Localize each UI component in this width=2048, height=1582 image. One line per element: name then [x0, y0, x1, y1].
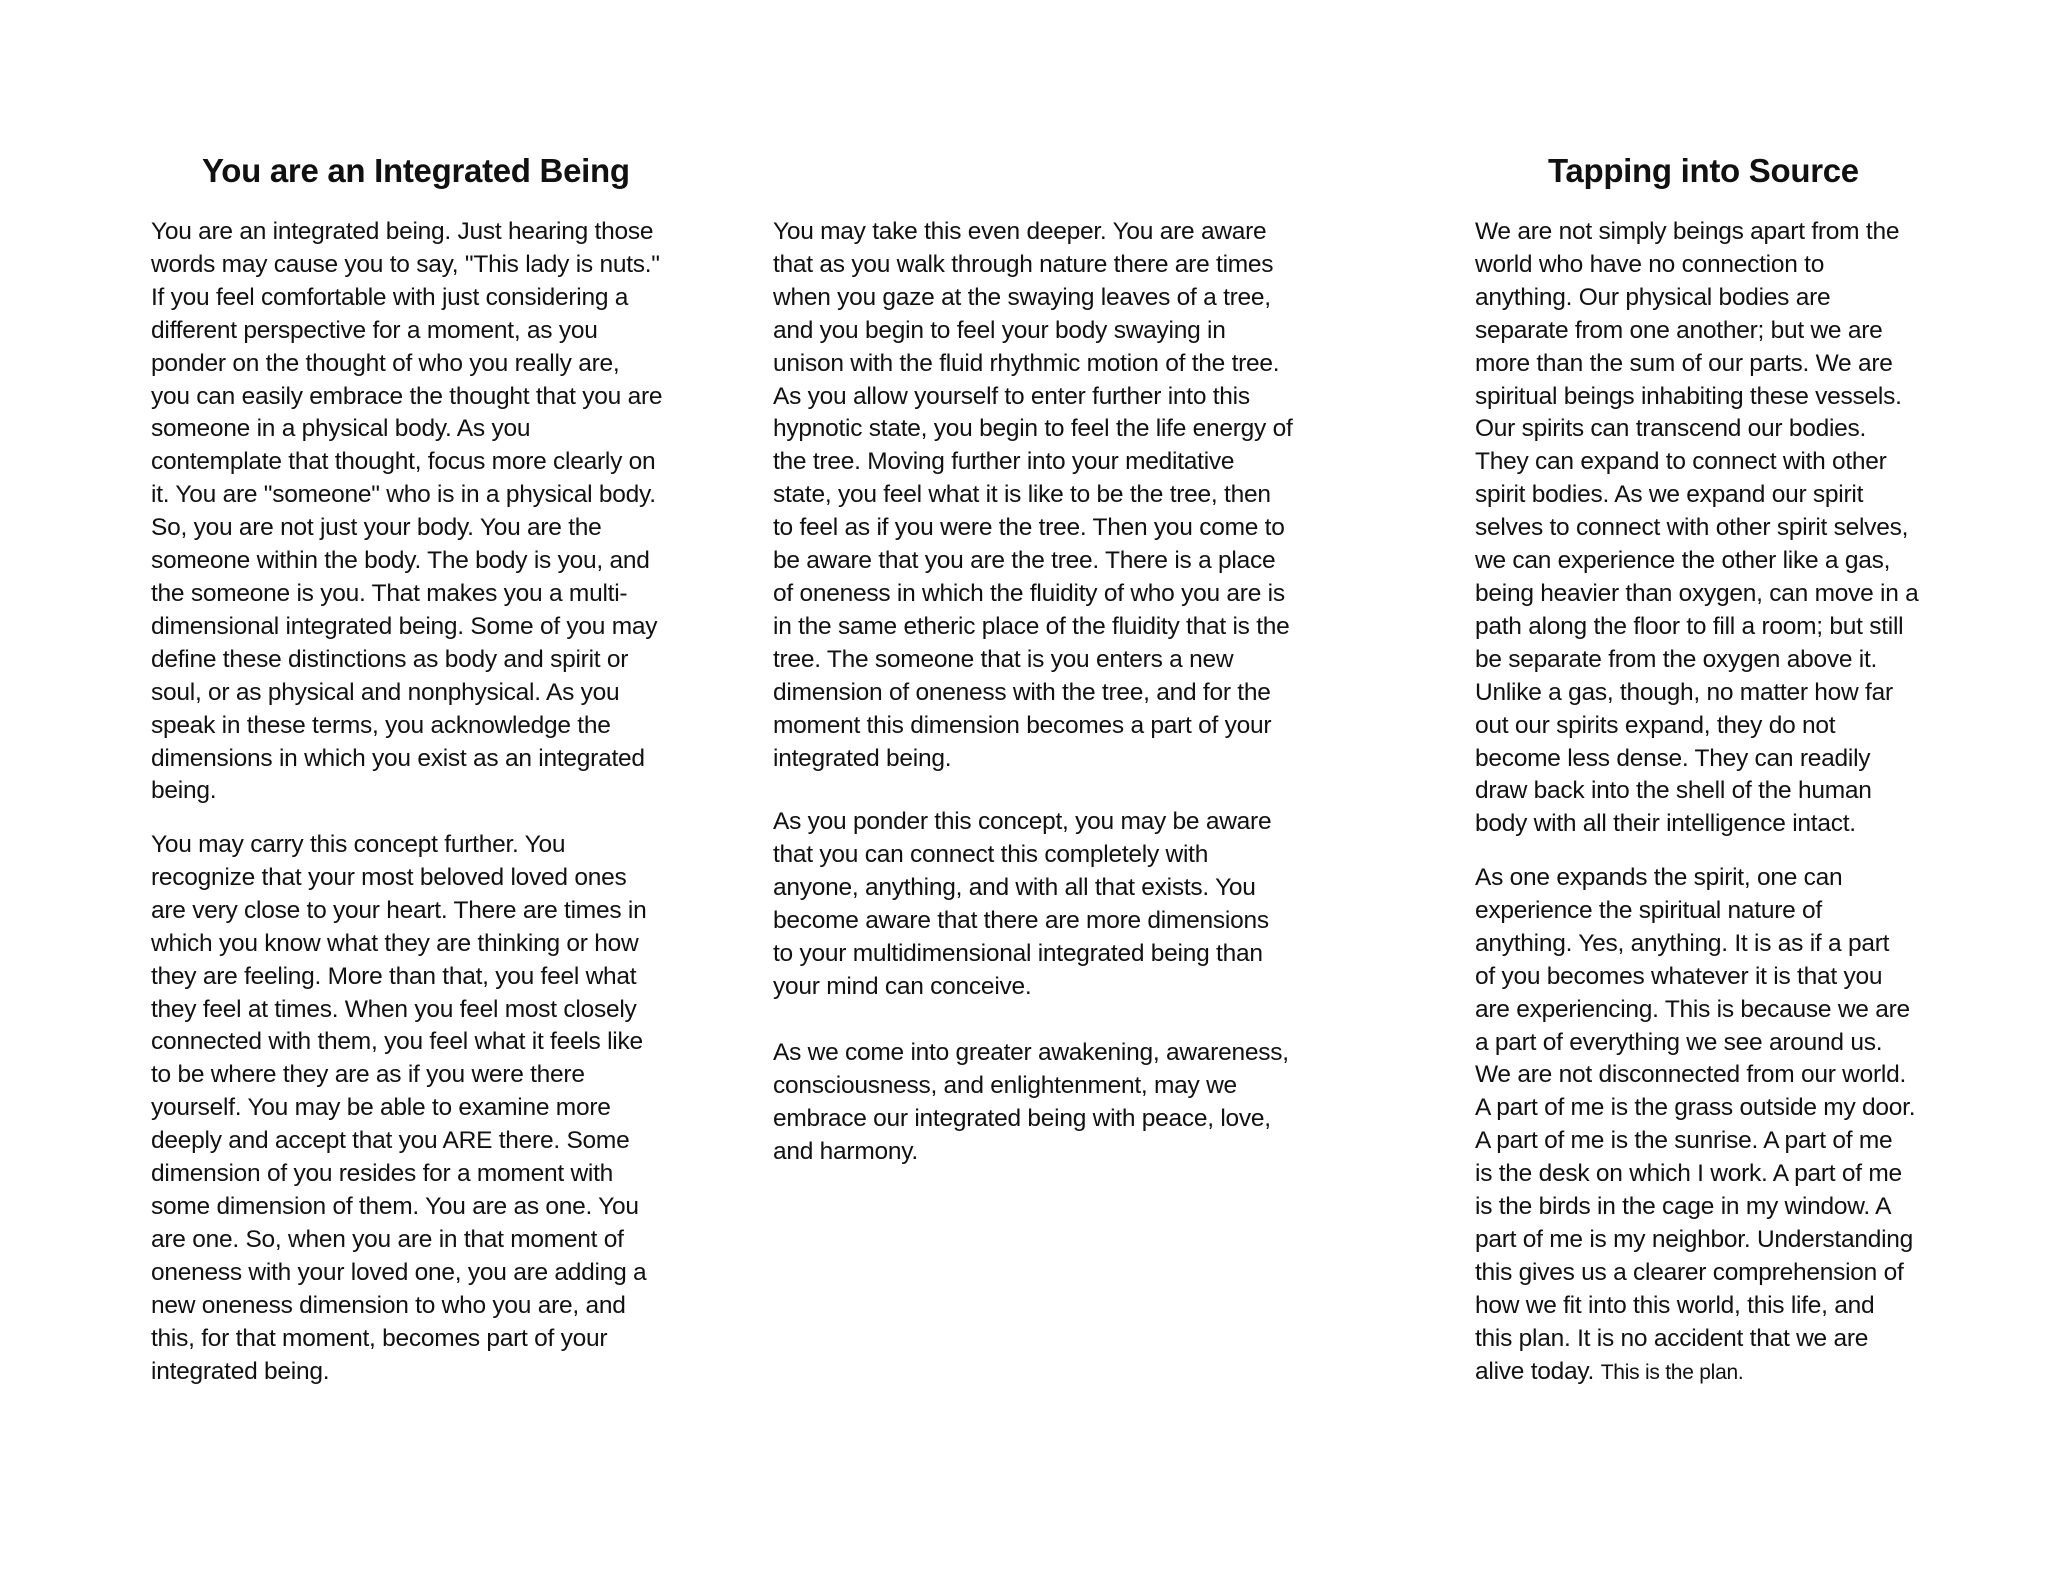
- text-line: deeply and accept that you ARE there. Some: [151, 1127, 630, 1155]
- text-line: be aware that you are the tree. There is a place: [773, 547, 1276, 575]
- text-line: being.: [151, 777, 217, 805]
- text-line: this, for that moment, becomes part of your: [151, 1324, 608, 1352]
- middle-paragraph-2: [773, 806, 1271, 1003]
- middle-paragraph-3: [773, 1037, 1289, 1169]
- text-line: You are an integrated being. Just hearing those: [151, 218, 654, 245]
- text-line: of you becomes whatever it is that you: [1475, 962, 1883, 990]
- text-line: become aware that there are more dimensions: [773, 906, 1269, 934]
- text-line: to be where they are as if you were there: [151, 1061, 585, 1089]
- right-paragraph-2: [1475, 862, 1915, 1390]
- text-line: the someone is you. That makes you a multi-: [151, 579, 628, 607]
- text-line: is the desk on which I work. A part of me: [1475, 1160, 1902, 1188]
- text-line: that you can connect this completely with: [773, 840, 1209, 868]
- text-line: unison with the fluid rhythmic motion of the tree.: [773, 349, 1280, 377]
- text-line: As one expands the spirit, one can: [1475, 864, 1843, 891]
- text-line: You may take this even deeper. You are aware: [773, 218, 1267, 245]
- left-column-title: You are an Integrated Being: [202, 152, 630, 189]
- middle-paragraph-1: [773, 216, 1293, 775]
- right-column-title: Tapping into Source: [1548, 152, 1859, 189]
- text-line: They can expand to connect with other: [1475, 448, 1887, 476]
- text-line: Our spirits can transcend our bodies.: [1475, 415, 1867, 443]
- text-line: to your multidimensional integrated being than: [773, 939, 1263, 967]
- text-line: words may cause you to say, "This lady is nuts.": [151, 250, 660, 278]
- text-line: more than the sum of our parts. We are: [1475, 349, 1893, 377]
- text-line: that as you walk through nature there are times: [773, 250, 1274, 278]
- text-line: out our spirits expand, they do not: [1475, 711, 1836, 739]
- text-line: anyone, anything, and with all that exists. You: [773, 873, 1256, 901]
- final-line-tail: This is the plan.: [1600, 1360, 1744, 1384]
- text-line: they feel at times. When you feel most closely: [151, 995, 637, 1023]
- text-line: you can easily embrace the thought that you are: [151, 382, 663, 410]
- text-line: Unlike a gas, though, no matter how far: [1475, 678, 1893, 706]
- text-line: someone in a physical body. As you: [151, 415, 531, 443]
- text-line: dimension of oneness with the tree, and for the: [773, 678, 1271, 706]
- text-line: hypnotic state, you begin to feel the life energy of: [773, 415, 1293, 443]
- text-line: and harmony.: [773, 1137, 918, 1165]
- text-line: You may carry this concept further. You: [151, 831, 566, 858]
- text-line: embrace our integrated being with peace, love,: [773, 1104, 1271, 1132]
- text-line: be separate from the oxygen above it.: [1475, 645, 1878, 673]
- text-line: which you know what they are thinking or how: [151, 929, 639, 957]
- final-line-main: alive today.: [1475, 1357, 1601, 1385]
- text-line: a part of everything we see around us.: [1475, 1028, 1883, 1056]
- text-line: is the birds in the cage in my window. A: [1475, 1193, 1892, 1221]
- text-line: dimensional integrated being. Some of you may: [151, 612, 658, 640]
- text-line-final: [1475, 1356, 1915, 1390]
- left-paragraph-1: [151, 216, 662, 808]
- text-line: As you ponder this concept, you may be aware: [773, 808, 1272, 835]
- text-line: A part of me is the grass outside my door.: [1475, 1094, 1916, 1122]
- text-line: this plan. It is no accident that we are: [1475, 1324, 1869, 1352]
- text-line: oneness with your loved one, you are adding a: [151, 1258, 647, 1286]
- text-line: being heavier than oxygen, can move in a: [1475, 579, 1919, 607]
- text-line: become less dense. They can readily: [1475, 744, 1871, 772]
- text-line: anything. Yes, anything. It is as if a part: [1475, 929, 1890, 957]
- text-line: consciousness, and enlightenment, may we: [773, 1071, 1237, 1099]
- text-line: are experiencing. This is because we are: [1475, 995, 1910, 1023]
- text-line: integrated being.: [151, 1357, 330, 1385]
- text-line: experience the spiritual nature of: [1475, 896, 1822, 924]
- text-line: tree. The someone that is you enters a new: [773, 645, 1234, 673]
- text-line: moment this dimension becomes a part of your: [773, 711, 1272, 739]
- text-line: dimensions in which you exist as an integrated: [151, 744, 645, 772]
- text-line: yourself. You may be able to examine more: [151, 1094, 611, 1122]
- text-line: in the same etheric place of the fluidity that is the: [773, 612, 1290, 640]
- text-line: anything. Our physical bodies are: [1475, 283, 1831, 311]
- text-line: to feel as if you were the tree. Then you come to: [773, 514, 1285, 542]
- text-line: your mind can conceive.: [773, 972, 1032, 1000]
- text-line: A part of me is the sunrise. A part of me: [1475, 1127, 1893, 1155]
- text-line: they are feeling. More than that, you feel what: [151, 962, 637, 990]
- text-line: As you allow yourself to enter further into this: [773, 382, 1250, 410]
- text-line: So, you are not just your body. You are the: [151, 514, 602, 542]
- text-line: part of me is my neighbor. Understanding: [1475, 1225, 1914, 1253]
- text-line: We are not simply beings apart from the: [1475, 218, 1900, 245]
- text-line: how we fit into this world, this life, and: [1475, 1291, 1875, 1319]
- text-line: spiritual beings inhabiting these vessels.: [1475, 382, 1902, 410]
- text-line: connected with them, you feel what it feels like: [151, 1028, 643, 1056]
- text-line: define these distinctions as body and spirit or: [151, 645, 629, 673]
- text-line: we can experience the other like a gas,: [1475, 547, 1891, 575]
- text-line: As we come into greater awakening, awareness,: [773, 1039, 1289, 1066]
- text-line: soul, or as physical and nonphysical. As you: [151, 678, 620, 706]
- text-line: If you feel comfortable with just considering a: [151, 283, 629, 311]
- text-line: draw back into the shell of the human: [1475, 777, 1872, 805]
- text-line: spirit bodies. As we expand our spirit: [1475, 481, 1864, 509]
- text-line: of oneness in which the fluidity of who you are is: [773, 579, 1285, 607]
- text-line: state, you feel what it is like to be the tree, then: [773, 481, 1271, 509]
- text-line: path along the floor to fill a room; but still: [1475, 612, 1904, 640]
- left-paragraph-2: [151, 829, 646, 1388]
- text-line: ponder on the thought of who you really are,: [151, 349, 620, 377]
- text-line: body with all their intelligence intact.: [1475, 810, 1856, 838]
- text-line: the tree. Moving further into your meditative: [773, 448, 1235, 476]
- text-line: contemplate that thought, focus more clearly on: [151, 448, 656, 476]
- text-line: someone within the body. The body is you, and: [151, 547, 650, 575]
- text-line: world who have no connection to: [1475, 250, 1825, 278]
- text-line: new oneness dimension to who you are, and: [151, 1291, 626, 1319]
- text-line: are one. So, when you are in that moment of: [151, 1225, 624, 1253]
- text-line: dimension of you resides for a moment with: [151, 1160, 614, 1188]
- text-line: are very close to your heart. There are times in: [151, 896, 647, 924]
- text-line: integrated being.: [773, 744, 952, 772]
- text-line: and you begin to feel your body swaying in: [773, 316, 1226, 344]
- text-line: some dimension of them. You are as one. You: [151, 1192, 639, 1220]
- right-paragraph-1: [1475, 216, 1919, 841]
- text-line: recognize that your most beloved loved ones: [151, 863, 627, 891]
- text-line: selves to connect with other spirit selves,: [1475, 514, 1909, 542]
- text-line: when you gaze at the swaying leaves of a tree,: [773, 283, 1271, 311]
- text-line: separate from one another; but we are: [1475, 316, 1883, 344]
- text-line: speak in these terms, you acknowledge the: [151, 711, 611, 739]
- text-line: different perspective for a moment, as you: [151, 316, 598, 344]
- text-line: We are not disconnected from our world.: [1475, 1061, 1907, 1089]
- text-line: this gives us a clearer comprehension of: [1475, 1258, 1904, 1286]
- text-line: it. You are "someone" who is in a physical body.: [151, 481, 656, 509]
